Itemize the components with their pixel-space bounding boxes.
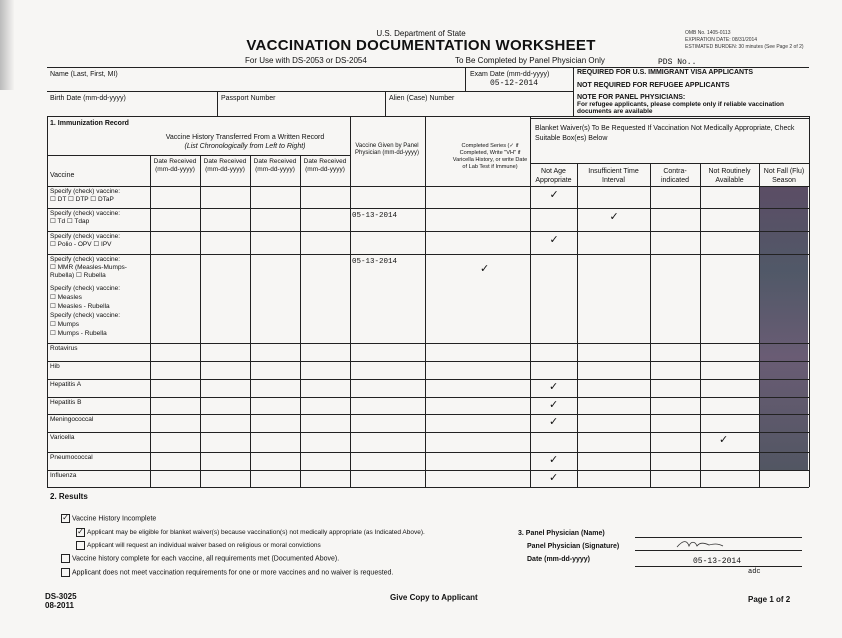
checkbox-icon[interactable] <box>61 554 70 563</box>
result-not-meet[interactable] <box>61 568 393 577</box>
vaccine-given-date[interactable]: 05-13-2014 <box>352 212 398 220</box>
waiver-check-icon[interactable]: ✓ <box>549 234 559 246</box>
grid-line <box>47 231 809 232</box>
grid-line <box>759 163 760 487</box>
date-received-header: Date Received (mm-dd-yyyy) <box>153 158 197 173</box>
vaccine-row-label: Hepatitis A <box>50 381 82 388</box>
initials: adc <box>748 568 761 576</box>
result-history-complete[interactable] <box>61 554 339 563</box>
vaccine-row-label: Specify (check) vaccine: <box>50 210 121 217</box>
history-subtitle: (List Chronologically from Left to Right) <box>184 143 306 150</box>
grid-line <box>47 186 809 187</box>
pds-number: PDS No.. <box>658 58 697 67</box>
physician-date-label: Date (mm-dd-yyyy) <box>527 556 591 563</box>
waiver-column-header: Contra-indicated <box>660 168 690 184</box>
not-age-check-icon[interactable]: ✓ <box>549 472 559 484</box>
vaccine-row-label: Rotavirus <box>50 345 78 352</box>
scan-dark-stripe <box>759 186 808 471</box>
vaccine-given-date[interactable]: 05-13-2014 <box>352 258 398 266</box>
result-1-text: Vaccine History Incomplete <box>72 515 157 523</box>
result-1a-text: Applicant may be eligible for blanket waiver(s) because vaccination(s) not medically appropriate (as Indicated Above). <box>87 529 425 537</box>
omb-number: OMB No. 1405-0113 <box>685 30 731 36</box>
vaccine-extra-option[interactable]: ☐ Mumps - Rubella <box>50 330 107 337</box>
grid-line <box>47 343 809 344</box>
vaccine-row-label: Specify (check) vaccine: <box>50 188 121 195</box>
grid-line <box>300 155 301 487</box>
grid-line <box>47 414 809 415</box>
history-title: Vaccine History Transferred From a Written Record <box>165 134 325 141</box>
result-history-incomplete[interactable] <box>61 514 156 523</box>
grid-line <box>47 487 809 488</box>
grid-line <box>47 361 809 362</box>
form-date: 08-2011 <box>45 601 74 610</box>
waiver-column-header: Not Routinely Available <box>708 168 751 184</box>
immunization-section-title: 1. Immunization Record <box>50 120 129 127</box>
vaccine-row-label: Specify (check) vaccine: <box>50 256 121 263</box>
form-use-note: For Use with DS-2053 or DS-2054 <box>245 56 367 65</box>
physician-only-note: To Be Completed by Panel Physician Only <box>455 56 605 65</box>
exam-date-label: Exam Date (mm-dd-yyyy) <box>470 71 550 78</box>
not-required-refugee: NOT REQUIRED FOR REFUGEE APPLICANTS <box>577 82 730 89</box>
grid-line <box>47 432 809 433</box>
passport-label: Passport Number <box>221 95 276 102</box>
vaccine-row-label: Varicella <box>50 434 75 441</box>
signature-icon <box>675 538 725 550</box>
grid-line <box>350 116 351 487</box>
checkbox-checked-icon[interactable]: ✓ <box>77 527 84 536</box>
vaccine-options[interactable]: ☐ Td ☐ Tdap <box>50 218 90 225</box>
grid-line <box>250 155 251 487</box>
grid-line <box>425 116 426 487</box>
vaccine-extra-option[interactable]: Specify (check) vaccine: <box>50 312 121 319</box>
vaccine-row-label: Meningococcal <box>50 416 94 423</box>
completed-check-icon: ✓ <box>480 263 490 275</box>
required-immigrant: REQUIRED FOR U.S. IMMIGRANT VISA APPLICANTS <box>577 69 754 76</box>
grid-line <box>47 452 809 453</box>
result-blanket-waiver[interactable] <box>76 528 425 537</box>
waiver-check-icon[interactable]: ✓ <box>609 211 619 223</box>
physician-date-value[interactable]: 05-13-2014 <box>693 557 742 566</box>
result-3-text: Applicant does not meet vaccination requirements for one or more vaccines and no waiver is requested. <box>72 569 394 577</box>
grid-line <box>650 163 651 487</box>
checkbox-icon[interactable] <box>76 541 85 550</box>
vaccine-options[interactable]: ☐ Polio - OPV ☐ IPV <box>50 241 112 248</box>
not-age-check-icon[interactable]: ✓ <box>549 399 559 411</box>
vaccine-extra-option[interactable]: ☐ Mumps <box>50 321 79 328</box>
not-age-check-icon[interactable]: ✓ <box>549 454 559 466</box>
result-2-text: Vaccine history complete for each vaccine, all requirements met (Documented Above). <box>72 555 340 563</box>
vaccine-extra-option[interactable]: ☐ Measles <box>50 294 82 301</box>
grid-line <box>200 155 201 487</box>
exam-date-value[interactable]: 05-12-2014 <box>490 79 539 88</box>
grid-line <box>47 208 809 209</box>
results-title: 2. Results <box>50 492 88 501</box>
note-title: NOTE FOR PANEL PHYSICIANS: <box>577 94 686 101</box>
not-age-check-icon[interactable]: ✓ <box>549 416 559 428</box>
vaccine-options[interactable]: ☐ MMR (Measles-Mumps-Rubella) ☐ Rubella <box>50 264 127 279</box>
date-received-header: Date Received (mm-dd-yyyy) <box>303 158 347 173</box>
copy-note: Give Copy to Applicant <box>390 593 478 602</box>
checkbox-checked-icon[interactable]: ✓ <box>62 513 69 522</box>
vaccine-row-label: Specify (check) vaccine: <box>50 233 121 240</box>
grid-line <box>47 397 809 398</box>
waiver-column-header: Not Age Appropriate <box>535 168 572 184</box>
waiver-title: Blanket Waiver(s) To Be Requested If Vaccination Not Medically Appropriate, Check Suitable Box(es) Below <box>535 125 795 142</box>
not-available-check-icon[interactable]: ✓ <box>719 434 729 446</box>
vaccine-extra-option[interactable]: ☐ Measles - Rubella <box>50 303 110 310</box>
omb-expiration: EXPIRATION DATE: 08/31/2014 <box>685 37 758 43</box>
vaccine-options[interactable]: ☐ DT ☐ DTP ☐ DTaP <box>50 196 114 203</box>
physician-signature-label: Panel Physician (Signature) <box>527 543 620 550</box>
vaccine-row-label: Influenza <box>50 472 77 479</box>
waiver-column-header: Insufficient Time Interval <box>588 168 639 184</box>
vaccine-row-label: Pneumococcal <box>50 454 93 461</box>
not-age-check-icon[interactable]: ✓ <box>549 381 559 393</box>
name-label: Name (Last, First, MI) <box>50 71 118 78</box>
waiver-column-header: Not Fall (Flu) Season <box>763 168 805 184</box>
birth-date-label: Birth Date (mm-dd-yyyy) <box>50 95 126 102</box>
omb-burden: ESTIMATED BURDEN: 30 minutes (See Page 2 of 2) <box>685 44 804 50</box>
vaccine-column-header: Vaccine <box>50 172 75 179</box>
vaccine-row-label: Hib <box>50 363 60 370</box>
grid-line <box>530 163 809 164</box>
page-number: Page 1 of 2 <box>748 595 791 604</box>
alien-number-label: Alien (Case) Number <box>389 95 455 102</box>
grid-line <box>47 470 809 471</box>
omb-info <box>685 30 804 51</box>
department-name: U.S. Department of State <box>376 29 466 38</box>
date-received-header: Date Received (mm-dd-yyyy) <box>203 158 247 173</box>
result-1b-text: Applicant will request an individual waiver based on religious or moral convictions <box>87 542 321 550</box>
vaccine-row-label: Hepatitis B <box>50 399 82 406</box>
result-individual-waiver[interactable] <box>76 541 321 550</box>
grid-line <box>150 155 151 487</box>
date-received-header: Date Received (mm-dd-yyyy) <box>253 158 297 173</box>
grid-line <box>47 155 350 156</box>
grid-line <box>530 118 809 119</box>
checkbox-icon[interactable] <box>61 568 70 577</box>
completed-title: Completed Series (✓ if Completed, Write "VH" if Varicella History, or write Date of Lab Test if Immune) <box>452 143 528 170</box>
grid-line <box>577 163 578 487</box>
form-number: DS-3025 <box>45 592 77 601</box>
page-title: VACCINATION DOCUMENTATION WORKSHEET <box>246 37 596 54</box>
note-body: For refugee applicants, please complete only if reliable vaccination documents are available <box>577 101 784 115</box>
grid-line <box>47 254 809 255</box>
physician-name-label: 3. Panel Physician (Name) <box>518 530 605 537</box>
given-title: Vaccine Given by Panel Physician (mm-dd-yyyy) <box>354 143 419 156</box>
waiver-check-icon[interactable]: ✓ <box>549 189 559 201</box>
grid-line <box>700 163 701 487</box>
grid-line <box>47 379 809 380</box>
vaccine-extra-option[interactable]: Specify (check) vaccine: <box>50 285 121 292</box>
